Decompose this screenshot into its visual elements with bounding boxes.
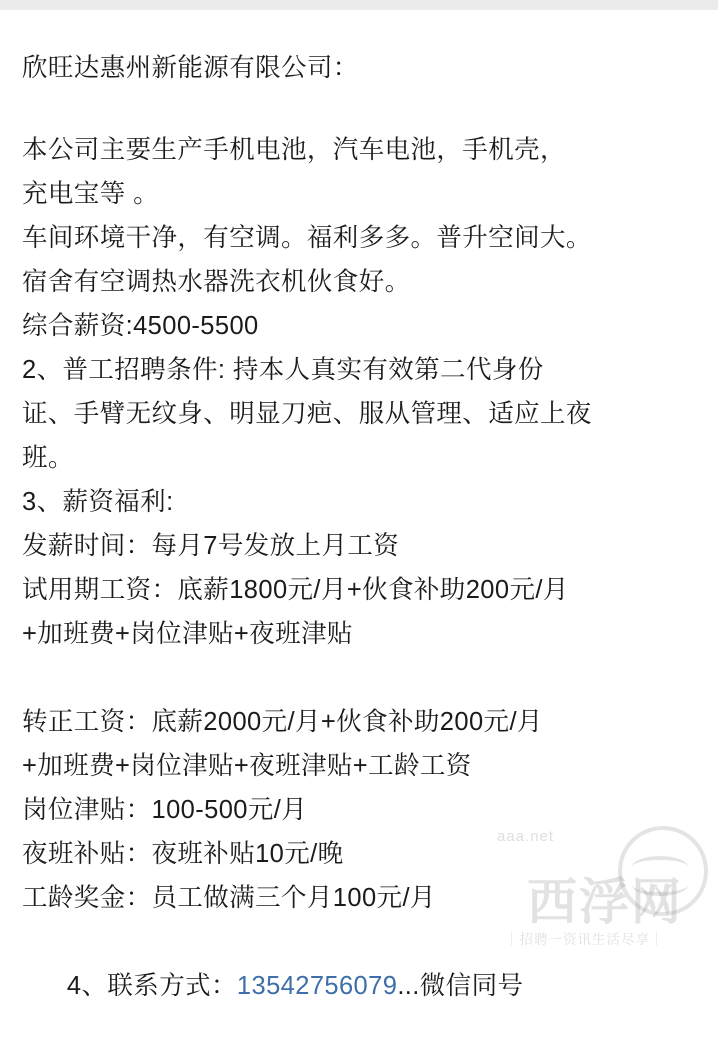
document-content: [0, 10, 718, 1052]
body-line-10: 发薪时间：每月7号发放上月工资: [22, 532, 400, 560]
watermark-tagline: ｜招聘一资讯生活尽享｜: [505, 932, 665, 947]
phone-number[interactable]: 13542756079: [236, 972, 398, 1000]
body-line-4: 宿舍有空调热水器洗衣机伙食好。: [22, 268, 411, 296]
body-line-8: 班。: [22, 444, 74, 472]
body-line-16: 夜班补贴：夜班补贴10元/晚: [22, 840, 344, 868]
contact-line: [22, 920, 698, 1052]
company-title: 欣旺达惠州新能源有限公司：: [22, 54, 359, 82]
body-line-13: 转正工资：底薪2000元/月+伙食补助200元/月: [22, 708, 543, 736]
body-line-1: 本公司主要生产手机电池，汽车电池，手机壳，: [22, 136, 566, 164]
body-line-14: +加班费+岗位津贴+夜班津贴+工龄工资: [22, 752, 472, 780]
body-line-11: 试用期工资：底薪1800元/月+伙食补助200元/月: [22, 576, 569, 604]
contact-suffix: ...微信同号: [397, 972, 524, 1000]
body-line-15: 岗位津贴：100-500元/月: [22, 796, 308, 824]
paragraph-spacer: [22, 656, 698, 700]
body-line-3: 车间环境干净，有空调。福利多多。普升空间大。: [22, 224, 592, 252]
contact-label: 4、联系方式：: [66, 972, 237, 1000]
status-bar: [0, 0, 718, 10]
body-line-2: 充电宝等 。: [22, 180, 159, 208]
body-line-12: +加班费+岗位津贴+夜班津贴: [22, 620, 353, 648]
watermark-brand: 西浮网: [527, 874, 683, 930]
watermark-url: aaa.net: [497, 828, 555, 845]
body-line-9: 3、薪资福利:: [22, 488, 174, 516]
body-line-5: 综合薪资:4500-5500: [22, 312, 259, 340]
body-line-6: 2、普工招聘条件: 持本人真实有效第二代身份: [22, 356, 544, 384]
body-line-7: 证、手臂无纹身、明显刀疤、服从管理、适应上夜: [22, 400, 592, 428]
body-line-17: 工龄奖金：员工做满三个月100元/月: [22, 884, 436, 912]
